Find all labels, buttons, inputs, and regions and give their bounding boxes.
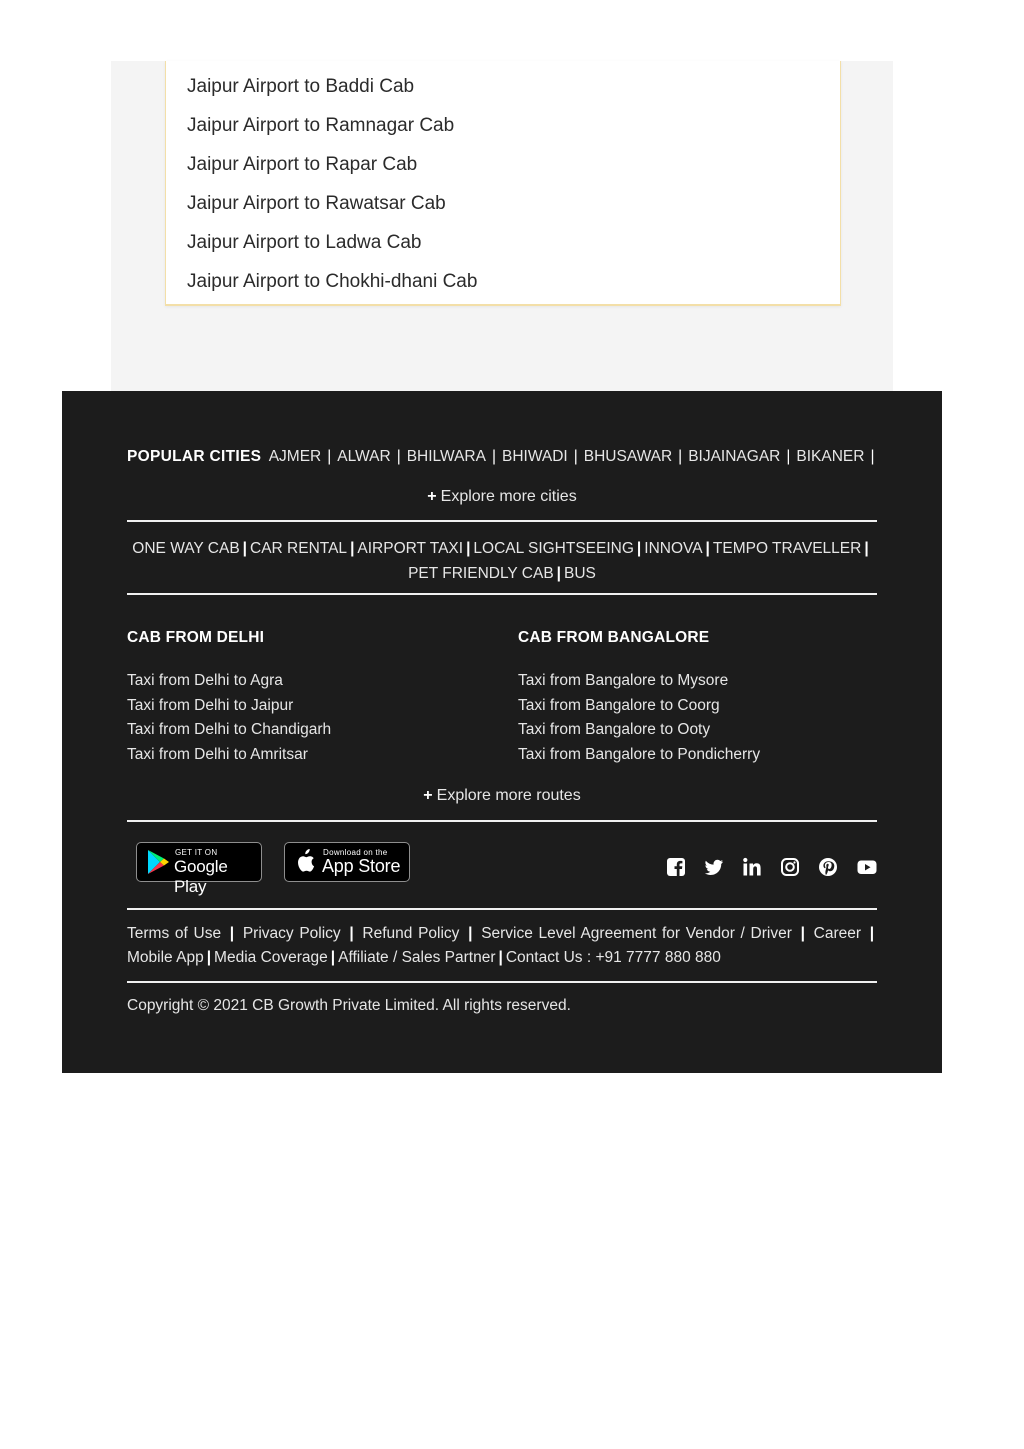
service-link-one-way-cab[interactable]: ONE WAY CAB: [132, 540, 240, 557]
app-store-badge[interactable]: [284, 842, 410, 882]
separator: |: [869, 925, 875, 942]
city-link-ajmer[interactable]: AJMER: [268, 448, 322, 465]
apple-icon: [295, 849, 315, 873]
service-link-car-rental[interactable]: CAR RENTAL: [250, 540, 348, 557]
sla-link[interactable]: Service Level Agreement for Vendor / Driver: [481, 925, 792, 942]
service-link-tempo-traveller[interactable]: TEMPO TRAVELLER: [712, 540, 862, 557]
contact-link[interactable]: Contact Us : +91 7777 880 880: [505, 949, 721, 966]
delhi-route-list: [127, 669, 487, 767]
bangalore-route-list: [518, 669, 878, 767]
separator: |: [786, 448, 791, 465]
separator: |: [206, 949, 212, 966]
instagram-icon[interactable]: [779, 856, 801, 878]
explore-cities-label: Explore more cities: [440, 488, 577, 505]
explore-routes-label: Explore more routes: [436, 787, 581, 804]
separator: |: [466, 540, 471, 557]
separator: |: [678, 448, 683, 465]
google-play-big-text: Google Play: [174, 857, 228, 896]
plus-icon: +: [427, 488, 437, 505]
career-link[interactable]: Career: [813, 925, 862, 942]
city-link-bhiwadi[interactable]: BHIWADI: [501, 448, 568, 465]
explore-more-cities[interactable]: [62, 488, 942, 506]
media-coverage-link[interactable]: Media Coverage: [214, 949, 328, 966]
separator: |: [330, 949, 336, 966]
route-list-card: [165, 61, 841, 306]
route-link[interactable]: Jaipur Airport to Rapar Cab: [187, 154, 418, 175]
divider: [127, 520, 877, 522]
city-link-bhusawar[interactable]: BHUSAWAR: [583, 448, 673, 465]
service-link-airport-taxi[interactable]: AIRPORT TAXI: [357, 540, 464, 557]
divider: [127, 908, 877, 910]
route-link[interactable]: Jaipur Airport to Rawatsar Cab: [187, 193, 446, 214]
separator: |: [491, 448, 496, 465]
divider: [127, 593, 877, 595]
separator: |: [229, 925, 235, 942]
separator: |: [468, 925, 473, 942]
bangalore-routes: [518, 629, 878, 767]
route-link[interactable]: Taxi from Bangalore to Coorg: [518, 696, 720, 714]
route-link[interactable]: Jaipur Airport to Ladwa Cab: [187, 232, 422, 253]
separator: |: [242, 540, 248, 557]
city-link-bijainagar[interactable]: BIJAINAGAR: [688, 448, 781, 465]
copyright-text: Copyright © 2021 CB Growth Private Limited. All rights reserved.: [127, 997, 571, 1014]
separator: |: [396, 448, 401, 465]
route-list[interactable]: [187, 73, 830, 292]
separator: |: [870, 448, 875, 465]
route-link[interactable]: Taxi from Bangalore to Ooty: [518, 721, 711, 738]
privacy-link[interactable]: Privacy Policy: [242, 925, 341, 942]
youtube-icon[interactable]: [856, 856, 878, 878]
route-link[interactable]: Taxi from Bangalore to Mysore: [518, 672, 729, 689]
google-play-badge[interactable]: [136, 842, 262, 896]
separator: |: [573, 448, 578, 465]
route-link[interactable]: Taxi from Delhi to Chandigarh: [127, 721, 332, 738]
separator: |: [800, 925, 805, 942]
separator: |: [636, 540, 642, 557]
site-footer: [62, 391, 942, 1073]
service-link-innova[interactable]: INNOVA: [644, 540, 703, 557]
mobile-app-link[interactable]: Mobile App: [127, 949, 204, 966]
separator: |: [705, 540, 710, 557]
city-link-bhilwara[interactable]: BHILWARA: [406, 448, 486, 465]
separator: |: [864, 540, 869, 557]
separator: |: [498, 949, 503, 966]
explore-more-routes[interactable]: [62, 787, 942, 805]
route-link[interactable]: Taxi from Bangalore to Pondicherry: [518, 745, 761, 763]
delhi-routes: [127, 629, 487, 767]
route-link[interactable]: Jaipur Airport to Baddi Cab: [187, 76, 415, 97]
route-link[interactable]: Jaipur Airport to Ramnagar Cab: [187, 115, 455, 136]
app-store-big-text: App Store: [322, 856, 401, 876]
pinterest-icon[interactable]: [817, 856, 839, 878]
popular-cities: [127, 448, 877, 466]
google-play-small-text: GET IT ON: [175, 848, 218, 857]
city-link-alwar[interactable]: ALWAR: [337, 448, 391, 465]
affiliate-link[interactable]: Affiliate / Sales Partner: [338, 949, 496, 966]
facebook-icon[interactable]: [665, 856, 687, 878]
separator: |: [349, 925, 354, 942]
linkedin-icon[interactable]: [741, 856, 763, 878]
delhi-routes-title: CAB FROM DELHI: [127, 629, 265, 646]
city-link-bikaner[interactable]: BIKANER: [796, 448, 865, 465]
route-link[interactable]: Taxi from Delhi to Agra: [127, 672, 283, 689]
terms-link[interactable]: Terms of Use: [127, 925, 222, 942]
twitter-icon[interactable]: [703, 856, 725, 878]
route-link[interactable]: Taxi from Delhi to Jaipur: [127, 696, 294, 714]
separator: |: [350, 540, 355, 557]
service-link-local-sightseeing[interactable]: LOCAL SIGHTSEEING: [473, 540, 634, 557]
service-links: [127, 536, 877, 586]
separator: |: [327, 448, 332, 465]
app-store-small-text: Download on the: [323, 848, 388, 857]
divider: [127, 820, 877, 822]
service-link-pet-friendly-cab[interactable]: PET FRIENDLY CAB: [408, 565, 554, 582]
route-link[interactable]: Jaipur Airport to Chokhi-dhani Cab: [187, 271, 478, 292]
separator: |: [556, 565, 562, 582]
refund-link[interactable]: Refund Policy: [362, 925, 460, 942]
service-link-bus[interactable]: BUS: [564, 565, 596, 582]
bangalore-routes-title: CAB FROM BANGALORE: [518, 629, 710, 646]
plus-icon: +: [423, 787, 433, 804]
legal-links: [127, 922, 877, 970]
popular-cities-label: POPULAR CITIES: [127, 448, 262, 465]
google-play-icon: [146, 849, 170, 875]
route-link[interactable]: Taxi from Delhi to Amritsar: [127, 745, 308, 763]
divider: [127, 981, 877, 983]
